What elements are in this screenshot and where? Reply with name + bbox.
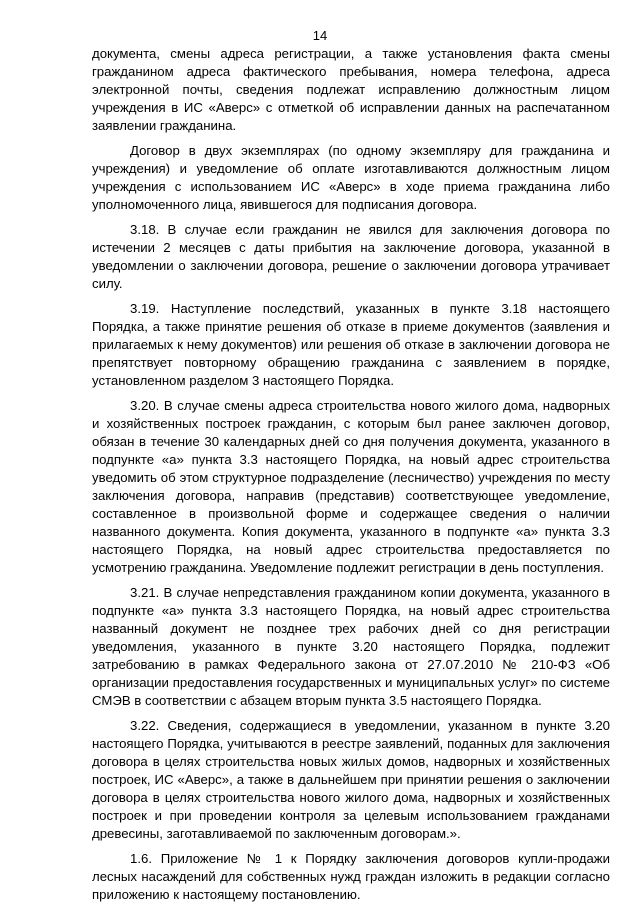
paragraph-contract-copies: Договор в двух экземплярах (по одному экземпляру для гражданина и учреждения) и уведомление об оплате изготавливаются должностным лицом учреждения с использованием ИС «Аверс» в ходе приема гражданина либо уполномоченного лица, явившегося для подписания договора. <box>92 143 610 212</box>
paragraph-continuation: документа, смены адреса регистрации, а также установления факта смены гражданином адреса фактического пребывания, номера телефона, адреса электронной почты, сведения подлежат исправлению должностным лицом учреждения в ИС «Аверс» с отметкой об исправлении данных на распечатанном заявлении гражданина. <box>92 46 610 133</box>
paragraph-3-18: 3.18. В случае если гражданин не явился для заключения договора по истечении 2 месяцев с даты прибытия на заключение договора, указанной в уведомлении о заключении договора, решение о заключении договора утрачивает силу. <box>92 222 610 291</box>
paragraph-3-22: 3.22. Сведения, содержащиеся в уведомлении, указанном в пункте 3.20 настоящего Порядка, учитываются в реестре заявлений, поданных для заключения договора в целях строительства новых жилых домов, надворных и хозяйственных построек, ИС «Аверс», а также в дальнейшем при принятии решения о заключении договора в целях строительства нового жилого дома, надворных и хозяйственных построек и при проведении контроля за целевым использованием гражданами древесины, заготавливаемой по заключенным договорам.». <box>92 718 610 841</box>
paragraph-1-6: 1.6. Приложение № 1 к Порядку заключения договоров купли-продажи лесных насаждений для собственных нужд граждан изложить в редакции согласно приложению к настоящему постановлению. <box>92 851 610 902</box>
page-number: 14 <box>312 28 328 43</box>
paragraph-3-19: 3.19. Наступление последствий, указанных в пункте 3.18 настоящего Порядка, а также принятие решения об отказе в приеме документов (заявления и прилагаемых к нему документов) или решения об отказе в заключении договора не препятствует повторному обращению гражданина с заявлением в порядке, установленном разделом 3 настоящего Порядка. <box>92 301 610 388</box>
document-body <box>92 45 610 911</box>
paragraph-3-21: 3.21. В случае непредставления гражданином копии документа, указанного в подпункте «а» пункта 3.3 настоящего Порядка, на новый адрес строительства названный документ не позднее трех рабочих дней со дня регистрации уведомления, указанного в пункте 3.20 настоящего Порядка, подлежит затребованию в рамках Федерального закона от 27.07.2010 № 210-ФЗ «Об организации предоставления государственных и муниципальных услуг» по системе СМЭВ в соответствии с абзацем вторым пункта 3.5 настоящего Порядка. <box>92 585 610 708</box>
paragraph-3-20: 3.20. В случае смены адреса строительства нового жилого дома, надворных и хозяйственных построек гражданин, с которым был ранее заключен договор, обязан в течение 30 календарных дней со дня получения документа, указанного в подпункте «а» пункта 3.3 настоящего Порядка, на новый адрес строительства уведомить об этом структурное подразделение (лесничество) учреждения по месту заключения договора, направив (представив) соответствующее уведомление, составленное в произвольной форме и содержащее сведения о наличии названного документа. Копия документа, указанного в подпункте «а» пункта 3.3 настоящего Порядка, на новый адрес строительства предоставляется по усмотрению гражданина. Уведомление подлежит регистрации в день поступления. <box>92 398 610 575</box>
